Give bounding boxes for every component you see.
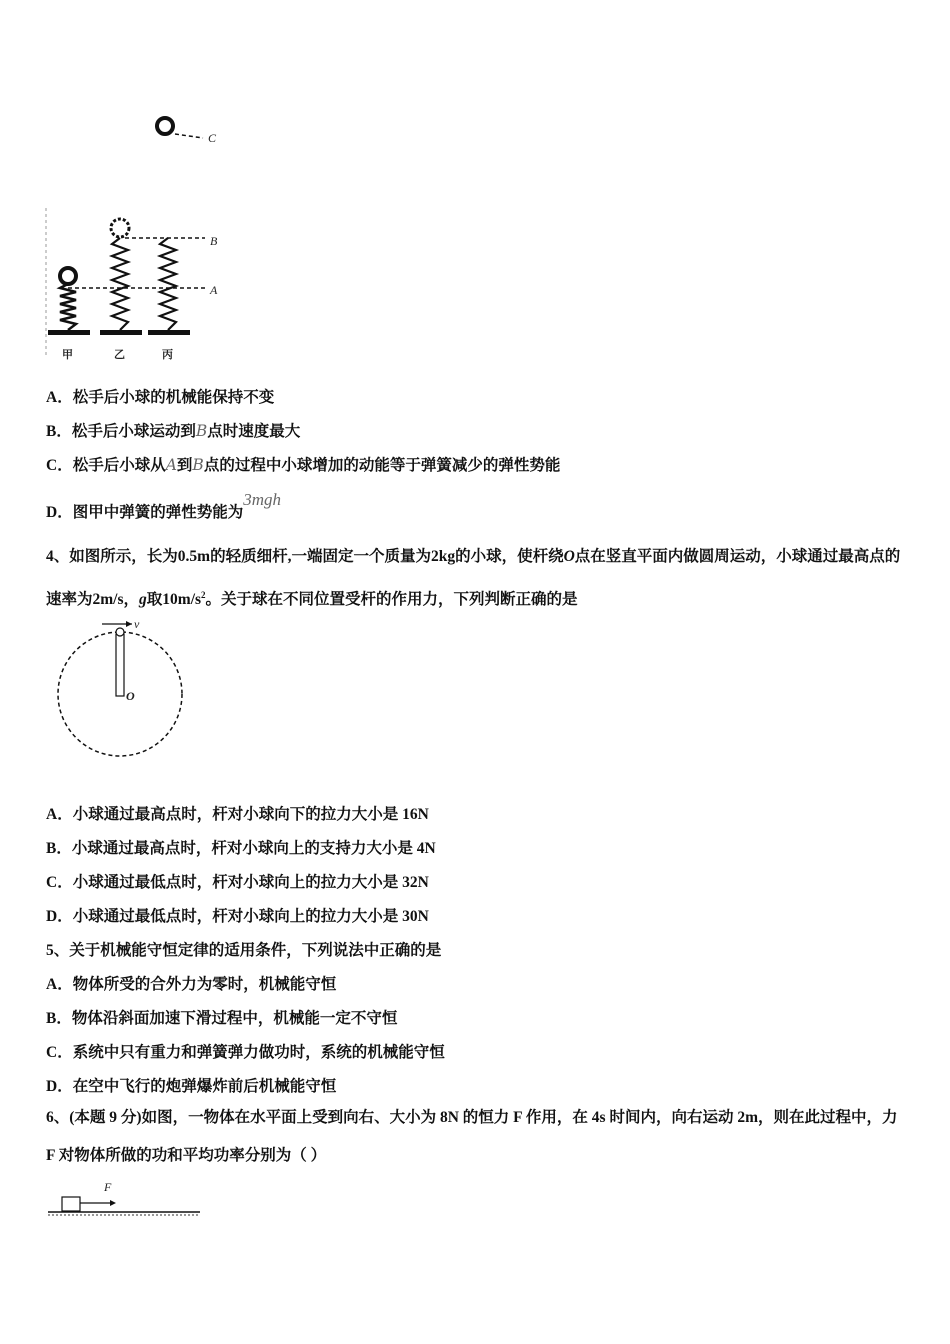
q3-option-d-prefix: D．图甲中弹簧的弹性势能为 [46,504,244,521]
q4-stem [46,538,908,619]
ball-jia [60,268,76,284]
q4-stem-mass: 2kg [430,548,456,565]
q4-stem-p6: 取 [146,591,163,609]
q5-stem: 5、关于机械能守恒定律的适用条件，下列说法中正确的是 [46,942,442,959]
q3-option-b [46,419,300,441]
q3-option-b-prefix: B．松手后小球运动到 [46,423,196,440]
ball-c [157,118,173,134]
q5-option-c: C．系统中只有重力和弹簧弹力做功时，系统的机械能守恒 [46,1044,445,1061]
label-f: F [104,1180,112,1194]
q4-stem-len: 0.5m [177,548,211,565]
q4-stem-speed: 2m/s [92,591,124,609]
q4-stem-g: g [139,591,147,609]
q4-stem-p7: 。关于球在不同位置受杆的作用力，下列判断正确的是 [205,591,578,609]
label-v: v [134,617,140,631]
q4-option-b: B．小球通过最高点时，杆对小球向上的支持力大小是 4N [46,840,436,857]
q4-stem-p5: ， [123,591,140,609]
q3-option-b-suffix: 点时速度最大 [207,423,301,440]
q3-option-c [46,453,560,475]
q4-stem-gval: 10m/s [162,591,202,609]
q3-option-d-expr: 3mgh [243,490,281,509]
spring-jia [60,284,76,330]
q4-option-d: D．小球通过最低点时，杆对小球向上的拉力大小是 30N [46,908,429,925]
q3-option-a [46,385,274,407]
q3-option-c-var1: A [165,456,177,474]
q3-option-c-mid: 到 [176,457,193,474]
q4-option-c: C．小球通过最低点时，杆对小球向上的拉力大小是 32N [46,874,429,891]
q4-option-a: A．小球通过最高点时，杆对小球向下的拉力大小是 16N [46,806,429,823]
q3-option-a-text: A．松手后小球的机械能保持不变 [46,389,275,406]
q3-option-c-suffix: 点的过程中小球增加的动能等于弹簧减少的弹性势能 [203,457,561,474]
q3-option-c-prefix: C．松手后小球从 [46,457,166,474]
circle-figure [50,612,200,762]
label-jia: 甲 [62,348,73,361]
q4-stem-gexp: 2 [201,590,206,600]
q3-option-c-var2: B [192,456,204,474]
label-o: O [126,689,135,703]
q4-stem-p1: 4、如图所示，长为 [46,548,178,565]
spring-yi [112,238,128,330]
q4-stem-p3: 的小球，使杆绕 [455,548,564,565]
ball-yi [111,219,129,237]
label-a: A [210,283,218,297]
q4-stem-p4: 点在竖直平面内做圆周运动，小球通过最高点的速率为 [46,548,901,609]
label-bing: 丙 [162,348,173,361]
label-c: C [208,131,217,145]
block [62,1197,80,1211]
spring-bing [160,238,176,330]
q3-option-d [46,490,281,522]
q5-option-b: B．物体沿斜面加速下滑过程中，机械能一定不守恒 [46,1010,398,1027]
ball [116,628,124,636]
q4-stem-o: O [563,548,575,565]
block-figure [44,1175,214,1225]
rod [116,634,124,696]
q6-stem: 6、(本题 9 分)如图，一物体在水平面上受到向右、大小为 8N 的恒力 F 作用，在 4s 时间内，向右运动 2m，则在此过程中，力 F 对物体所做的功和平均功率分别为（ ） [46,1109,898,1164]
label-b: B [210,234,218,248]
q5-option-d: D．在空中飞行的炮弹爆炸前后机械能守恒 [46,1078,337,1095]
label-yi: 乙 [114,348,125,361]
q3-option-b-var: B [195,422,208,440]
q4-stem-p2: 的轻质细杆,一端固定一个质量为 [210,548,431,565]
q5-option-a: A．物体所受的合外力为零时，机械能守恒 [46,976,337,993]
spring-figure [40,108,280,368]
